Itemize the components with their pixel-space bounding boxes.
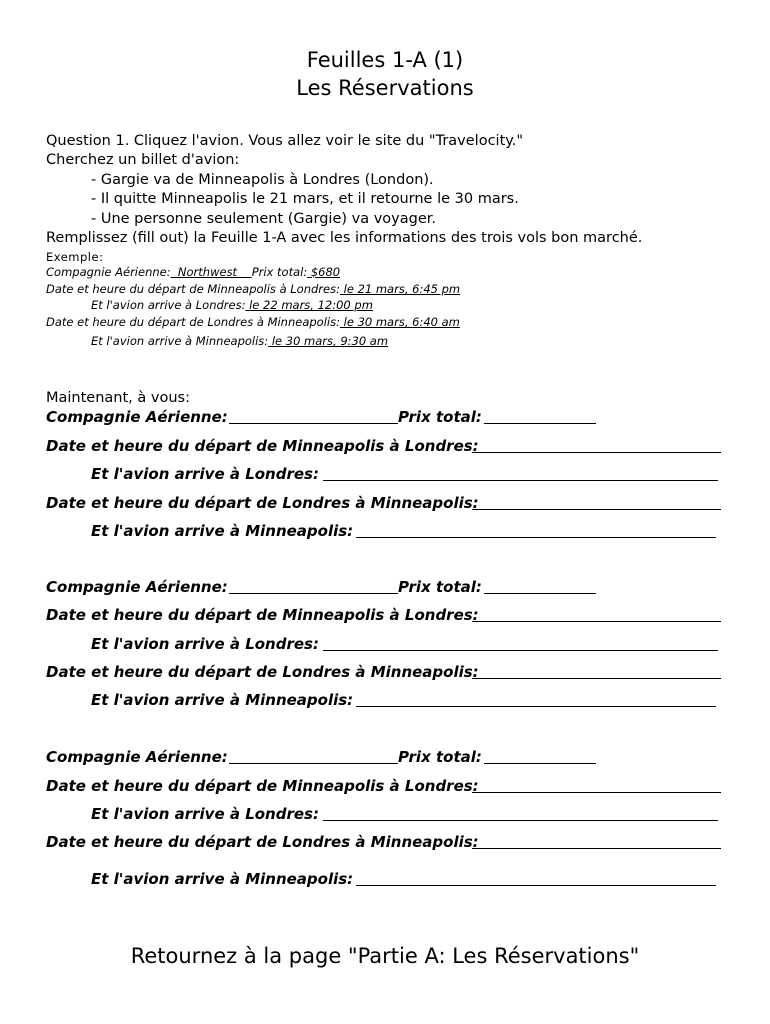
title-line-2: Les Réservations xyxy=(296,76,474,100)
arrive-london-label: Et l'avion arrive à Londres: xyxy=(91,805,319,823)
price-field[interactable] xyxy=(484,748,596,764)
example-price-label: Prix total: xyxy=(251,265,308,279)
example-arrive-mpls-label: Et l'avion arrive à Minneapolis: xyxy=(91,334,269,348)
arrive-mpls-field[interactable] xyxy=(356,522,716,538)
price-label: Prix total: xyxy=(398,748,482,766)
intro-text: Maintenant, à vous: xyxy=(46,390,190,406)
question-line-3: Remplissez (fill out) la Feuille 1-A avec les informations des trois vols bon marché. xyxy=(46,230,643,246)
airline-field[interactable] xyxy=(229,408,398,424)
example-airline-label: Compagnie Aérienne: xyxy=(46,265,171,279)
arrive-london-field[interactable] xyxy=(323,805,718,821)
arrive-london-label: Et l'avion arrive à Londres: xyxy=(91,635,319,653)
arrive-london-label: Et l'avion arrive à Londres: xyxy=(91,465,319,483)
instruction-bullet-2: - Il quitte Minneapolis le 21 mars, et il retourne le 30 mars. xyxy=(91,191,519,207)
example-airline-row xyxy=(46,265,340,279)
depart-london-field[interactable] xyxy=(472,833,721,849)
depart-london-field[interactable] xyxy=(472,494,721,510)
airline-label: Compagnie Aérienne: xyxy=(46,748,228,766)
arrive-london-field[interactable] xyxy=(323,465,718,481)
depart-london-label: Date et heure du départ de Londres à Minneapolis: xyxy=(46,833,479,851)
price-label: Prix total: xyxy=(398,408,482,426)
airline-field[interactable] xyxy=(229,578,398,594)
depart-mpls-field[interactable] xyxy=(472,606,721,622)
example-depart-mpls-label: Date et heure du départ de Minneapolis à Londres: xyxy=(46,282,340,296)
example-depart-mpls-row xyxy=(46,282,460,296)
airline-field[interactable] xyxy=(229,748,398,764)
price-field[interactable] xyxy=(484,408,596,424)
depart-mpls-label: Date et heure du départ de Minneapolis à Londres: xyxy=(46,606,479,624)
depart-mpls-label: Date et heure du départ de Minneapolis à Londres: xyxy=(46,777,479,795)
price-label: Prix total: xyxy=(398,578,482,596)
example-arrive-london-value: le 22 mars, 12:00 pm xyxy=(245,298,373,312)
arrive-mpls-label: Et l'avion arrive à Minneapolis: xyxy=(91,522,354,540)
depart-mpls-field[interactable] xyxy=(472,437,721,453)
example-depart-london-label: Date et heure du départ de Londres à Minneapolis: xyxy=(46,315,340,329)
question-line-2: Cherchez un billet d'avion: xyxy=(46,152,240,168)
example-depart-london-value: le 30 mars, 6:40 am xyxy=(339,315,460,329)
example-price-value: $680 xyxy=(307,265,341,279)
example-arrive-mpls-row xyxy=(91,334,388,348)
airline-label: Compagnie Aérienne: xyxy=(46,578,228,596)
example-depart-london-row xyxy=(46,315,460,329)
instruction-bullet-3: - Une personne seulement (Gargie) va voyager. xyxy=(91,211,437,227)
price-field[interactable] xyxy=(484,578,596,594)
airline-label: Compagnie Aérienne: xyxy=(46,408,228,426)
instruction-bullet-1: - Gargie va de Minneapolis à Londres (London). xyxy=(91,172,434,188)
question-line-1: Question 1. Cliquez l'avion. Vous allez voir le site du "Travelocity." xyxy=(46,133,524,149)
depart-london-label: Date et heure du départ de Londres à Minneapolis: xyxy=(46,663,479,681)
example-depart-mpls-value: le 21 mars, 6:45 pm xyxy=(339,282,461,296)
return-link[interactable]: Retournez à la page "Partie A: Les Réservations" xyxy=(130,944,640,968)
arrive-mpls-field[interactable] xyxy=(356,870,716,886)
depart-london-label: Date et heure du départ de Londres à Minneapolis: xyxy=(46,494,479,512)
arrive-mpls-field[interactable] xyxy=(356,691,716,707)
example-arrive-london-label: Et l'avion arrive à Londres: xyxy=(91,298,246,312)
example-airline-value: Northwest xyxy=(170,265,252,279)
example-arrive-london-row xyxy=(91,298,373,312)
arrive-mpls-label: Et l'avion arrive à Minneapolis: xyxy=(91,870,354,888)
title-line-1: Feuilles 1-A (1) xyxy=(306,48,464,72)
depart-london-field[interactable] xyxy=(472,663,721,679)
arrive-mpls-label: Et l'avion arrive à Minneapolis: xyxy=(91,691,354,709)
arrive-london-field[interactable] xyxy=(323,635,718,651)
depart-mpls-label: Date et heure du départ de Minneapolis à Londres: xyxy=(46,437,479,455)
example-arrive-mpls-value: le 30 mars, 9:30 am xyxy=(268,334,389,348)
depart-mpls-field[interactable] xyxy=(472,777,721,793)
example-label: Exemple: xyxy=(46,250,104,264)
